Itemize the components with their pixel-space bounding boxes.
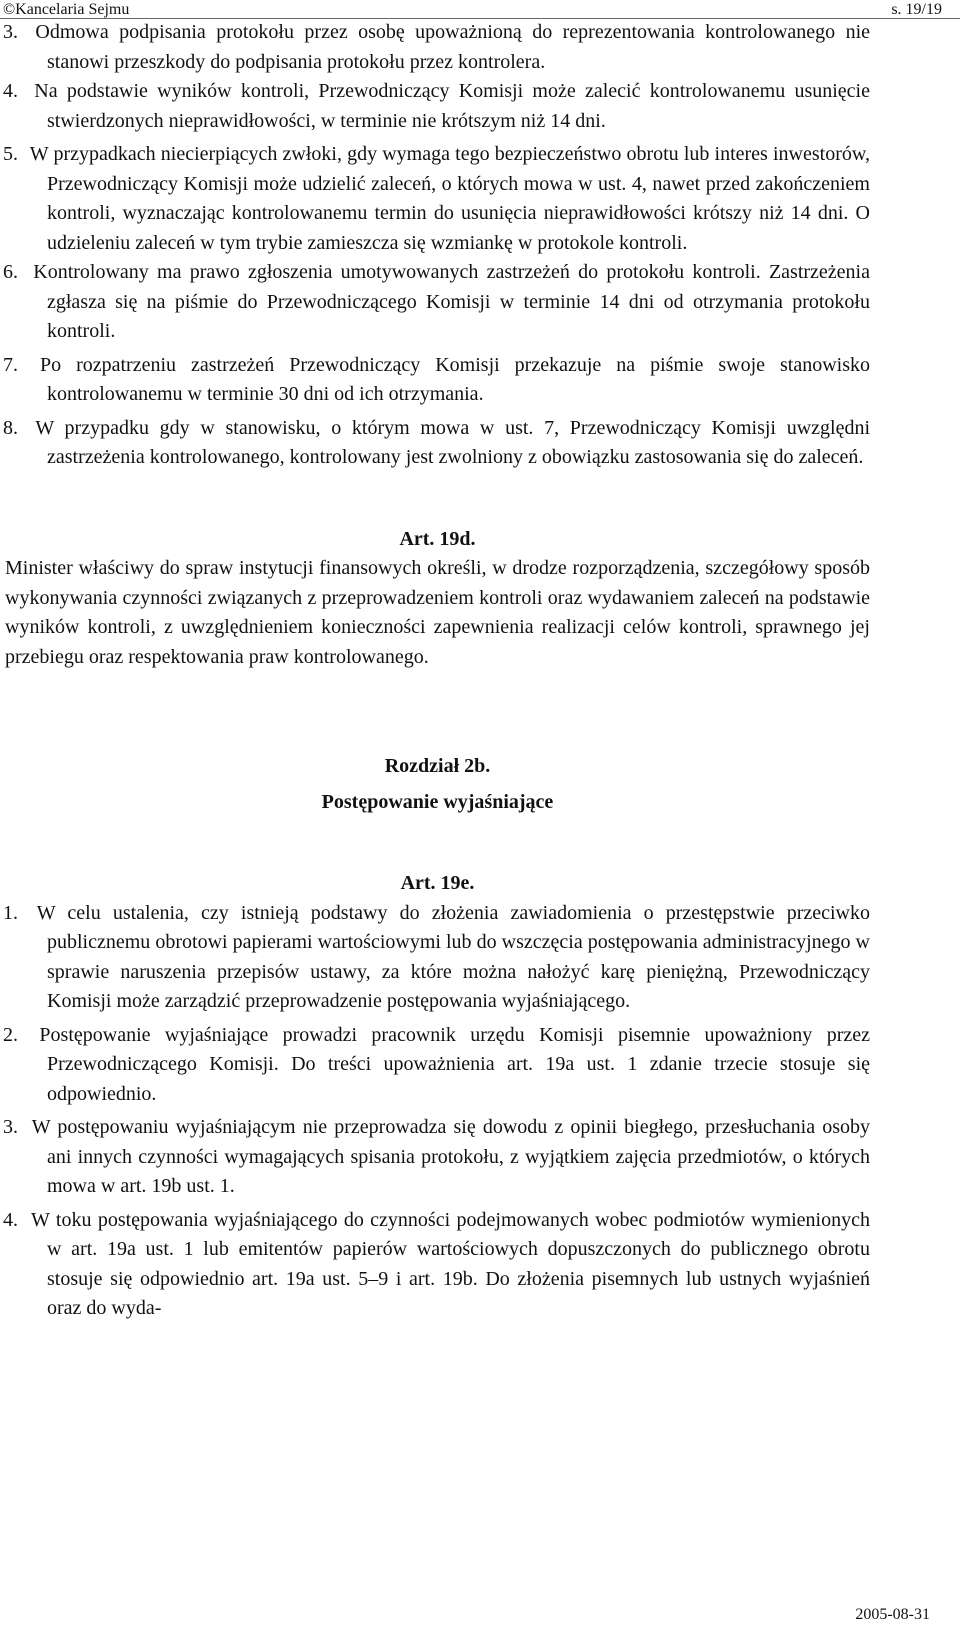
paragraph-4: 4. Na podstawie wyników kontroli, Przewodniczący Komisji może zalecić kontrolowanemu usunięcie stwierdzonych nieprawidłowości, w terminie nie krótszym niż 14 dni. — [3, 80, 870, 132]
paragraph-19e-2: 2. Postępowanie wyjaśniające prowadzi pracownik urzędu Komisji pisemnie upoważniony przez Przewodniczącego Komisji. Do treści upoważnienia art. 19a ust. 1 zdanie trzecie stosuje się odpowiednio. — [3, 1023, 871, 1105]
footer-date: 2005-08-31 — [855, 1606, 930, 1623]
paragraph-text: W przypadkach niecierpiących zwłoki, gdy wymaga tego bezpieczeństwo obrotu lub interes inwestorów, Przewodniczący Komisji może udzielić zaleceń, o których mowa w ust. 4, nawet przed zakończeniem kontroli, wyznaczając kontrolowanemu termin do usunięcia nieprawidłowości krótszy niż 14 dni. O udzieleniu zaleceń w tym trybie zamieszcza się wzmiankę w protokole kontroli. — [29, 143, 871, 254]
paragraph-text: Odmowa podpisania protokołu przez osobę upoważnioną do reprezentowania kontrolowanego nie stanowi przeszkody do podpisania protokołu przez kontrolera. — [35, 21, 871, 73]
paragraph-19e-4: 4. W toku postępowania wyjaśniającego do czynności podejmowanych wobec podmiotów wymienionych w art. 19a ust. 1 lub emitentów papierów wartościowych dopuszczonych do publicznego obrotu stosuje się odpowiednio art. 19a ust. 5–9 i art. 19b. Do złożenia pisemnych lub ustnych wyjaśnień oraz do wyda- — [3, 1208, 870, 1319]
paragraph-5: 5. W przypadkach niecierpiących zwłoki, gdy wymaga tego bezpieczeństwo obrotu lub interes inwestorów, Przewodniczący Komisji może udzielić zaleceń, o których mowa w ust. 4, nawet przed zakończeniem kontroli, wyznaczając kontrolowanemu termin do usunięcia nieprawidłowości krótszy niż 14 dni. O udzieleniu zaleceń w tym trybie zamieszcza się wzmiankę w protokole kontroli. — [3, 143, 871, 254]
paragraph-19e-3: 3. W postępowaniu wyjaśniającym nie przeprowadza się dowodu z opinii biegłego, przesłuchania osoby ani innych czynności wymagających spisania protokołu, z wyjątkiem zajęcia przedmiotów, o których mowa w art. 19b ust. 1. — [3, 1116, 871, 1197]
paragraph-19e-1: 1. W celu ustalenia, czy istnieją podstawy do złożenia zawiadomienia o przestępstwie przeciwko publicznemu obrotowi papierami wartościowymi lub do wszczęcia postępowania administracyjnego w sprawie naruszenia przepisów ustawy, za które można nałożyć karę pieniężną, Przewodniczący Komisji może zarządzić przeprowadzenie postępowania wyjaśniającego. — [3, 901, 870, 1012]
article-heading-19e: Art. 19e. — [400, 872, 475, 894]
paragraph-text: W przypadku gdy w stanowisku, o którym mowa w ust. 7, Przewodniczący Komisji uwzględni zastrzeżenia kontrolowanego, kontrolowany jest zwolniony z obowiązku zastosowania się do zaleceń. — [35, 416, 870, 468]
paragraph-7: 7. Po rozpatrzeniu zastrzeżeń Przewodniczący Komisji przekazuje na piśmie swoje stanowisko kontrolowanemu w terminie 30 dni od ich otrzymania. — [3, 353, 871, 405]
paragraph-text: Po rozpatrzeniu zastrzeżeń Przewodniczący Komisji przekazuje na piśmie swoje stanowisko kontrolowanemu w terminie 30 dni od ich otrzymania. — [39, 353, 871, 405]
article-text-19d: Minister właściwy do spraw instytucji finansowych określi, w drodze rozporządzenia, szczegółowy sposób wykonywania czynności związanych z przeprowadzeniem kontroli oraz wydawaniem zaleceń na podstawie wyników kontroli, z uwzględnieniem konieczności zapewnienia realizacji celów kontroli, sprawnego jej przebiegu oraz respektowania praw kontrolowanego. — [5, 557, 870, 668]
document-body — [5, 18, 870, 1324]
paragraph-text: Kontrolowany ma prawo zgłoszenia umotywowanych zastrzeżeń do protokołu kontroli. Zastrzeżenia zgłasza się na piśmie do Przewodniczącego Komisji w terminie 14 dni od otrzymania protokołu kontroli. — [33, 261, 870, 342]
paragraph-text: Na podstawie wyników kontroli, Przewodniczący Komisji może zalecić kontrolowanemu usunięcie stwierdzonych nieprawidłowości, w terminie nie krótszym niż 14 dni. — [34, 80, 870, 132]
chapter-number: Rozdział 2b. — [384, 755, 491, 777]
paragraph-3: 3. Odmowa podpisania protokołu przez osobę upoważnioną do reprezentowania kontrolowanego nie stanowi przeszkody do podpisania protokołu przez kontrolera. — [3, 21, 871, 73]
paragraph-text: Postępowanie wyjaśniające prowadzi pracownik urzędu Komisji pisemnie upoważniony przez Przewodniczącego Komisji. Do treści upoważnienia art. 19a ust. 1 zdanie trzecie stosuje się odpowiednio. — [39, 1023, 871, 1105]
header-source: ©Kancelaria Sejmu — [3, 1, 130, 18]
paragraph-text: W celu ustalenia, czy istnieją podstawy do złożenia zawiadomienia o przestępstwie przeciwko publicznemu obrotowi papierami wartościowymi lub do wszczęcia postępowania administracyjnego w sprawie naruszenia przepisów ustawy, za które można nałożyć karę pieniężną, Przewodniczący Komisji może zarządzić przeprowadzenie postępowania wyjaśniającego. — [36, 901, 870, 1012]
chapter-title: Postępowanie wyjaśniające — [321, 790, 554, 813]
header-page-number: s. 19/19 — [891, 1, 942, 18]
paragraph-text: W postępowaniu wyjaśniającym nie przeprowadza się dowodu z opinii biegłego, przesłuchania osoby ani innych czynności wymagających spisania protokołu, z wyjątkiem zajęcia przedmiotów, o których mowa w art. 19b ust. 1. — [31, 1116, 871, 1197]
paragraph-6: 6. Kontrolowany ma prawo zgłoszenia umotywowanych zastrzeżeń do protokołu kontroli. Zastrzeżenia zgłasza się na piśmie do Przewodniczącego Komisji w terminie 14 dni od otrzymania protokołu kontroli. — [3, 261, 870, 342]
paragraph-text: W toku postępowania wyjaśniającego do czynności podejmowanych wobec podmiotów wymienionych w art. 19a ust. 1 lub emitentów papierów wartościowych dopuszczonych do publicznego obrotu stosuje się odpowiednio art. 19a ust. 5–9 i art. 19b. Do złożenia pisemnych lub ustnych wyjaśnień oraz do wyda- — [31, 1208, 870, 1319]
article-heading-19d: Art. 19d. — [399, 527, 476, 550]
paragraph-8: 8. W przypadku gdy w stanowisku, o którym mowa w ust. 7, Przewodniczący Komisji uwzględni zastrzeżenia kontrolowanego, kontrolowany jest zwolniony z obowiązku zastosowania się do zaleceń. — [3, 416, 870, 468]
